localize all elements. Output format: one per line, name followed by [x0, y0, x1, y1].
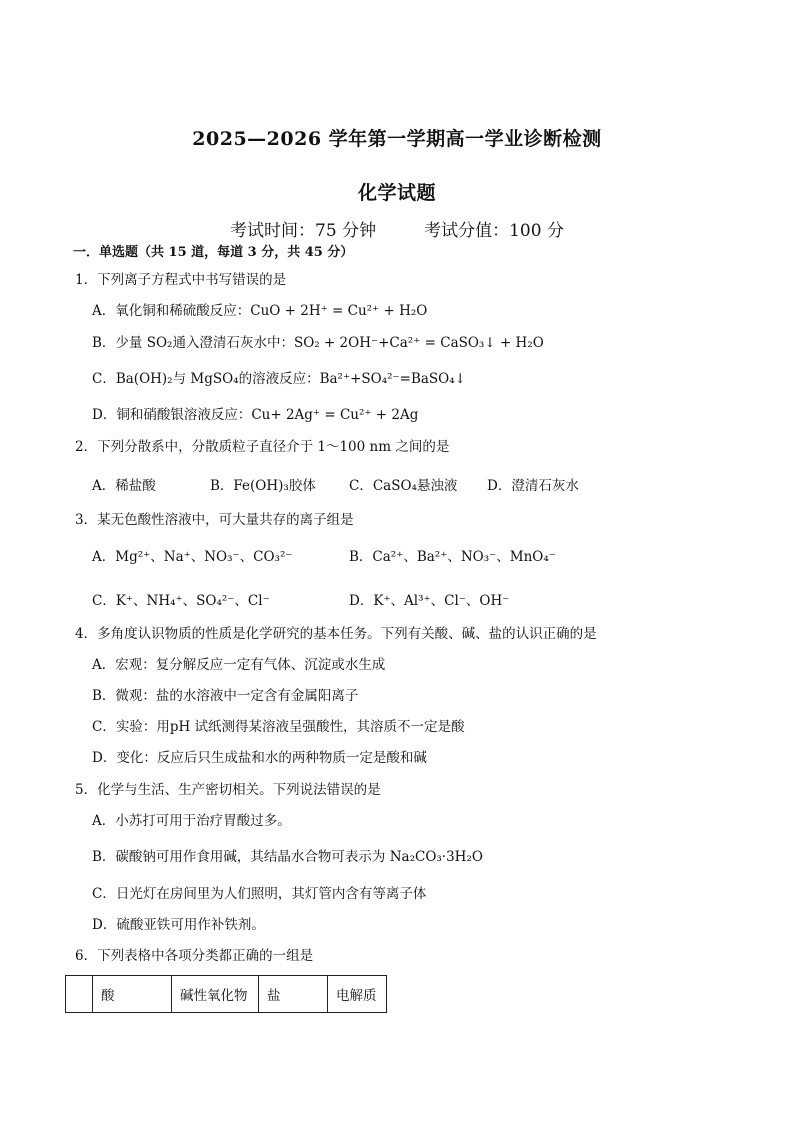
q2-option-d: D．澄清石灰水 — [487, 478, 579, 494]
q1-option-d: D．铜和硝酸银溶液反应：Cu+ 2Ag⁺ = Cu²⁺ + 2Ag — [92, 407, 419, 423]
q2-option-a: A．稀盐酸 — [92, 478, 156, 494]
q5-option-d: D．硫酸亚铁可用作补铁剂。 — [92, 917, 265, 933]
q2-option-c: C．CaSO₄悬浊液 — [349, 478, 458, 494]
q3-option-c: C．K⁺、NH₄⁺、SO₄²⁻、Cl⁻ — [92, 593, 270, 609]
subject-title: 化学试题 — [357, 182, 436, 204]
q1-option-b: B．少量 SO₂通入澄清石灰水中：SO₂ + 2OH⁻+Ca²⁺ = CaSO₃↓ + H₂O — [92, 335, 544, 351]
q4-option-d: D．变化：反应后只生成盐和水的两种物质一定是酸和碱 — [92, 750, 427, 766]
q1-option-c: C．Ba(OH)₂与 MgSO₄的溶液反应：Ba²⁺+SO₄²⁻=BaSO₄↓ — [92, 371, 466, 387]
exam-title: 2025—2026 学年第一学期高一学业诊断检测 — [192, 128, 602, 150]
exam-meta — [0, 216, 794, 241]
q5-option-a: A．小苏打可用于治疗胃酸过多。 — [92, 813, 291, 829]
q6-stem: 6．下列表格中各项分类都正确的一组是 — [75, 948, 314, 964]
q4-option-c: C．实验：用pH 试纸测得某溶液呈强酸性，其溶质不一定是酸 — [92, 719, 465, 735]
q3-stem: 3．某无色酸性溶液中，可大量共存的离子组是 — [75, 512, 354, 528]
q3-option-b: B．Ca²⁺、Ba²⁺、NO₃⁻、MnO₄⁻ — [349, 549, 556, 565]
table-header-cell — [66, 976, 93, 1013]
q3-option-a: A．Mg²⁺、Na⁺、NO₃⁻、CO₃²⁻ — [92, 549, 293, 565]
q4-option-b: B．微观：盐的水溶液中一定含有金属阳离子 — [92, 688, 359, 704]
q4-option-a: A．宏观：复分解反应一定有气体、沉淀或水生成 — [92, 657, 386, 673]
table-header-cell: 酸 — [93, 976, 172, 1013]
q2-option-b: B．Fe(OH)₃胶体 — [210, 478, 316, 494]
table-header-cell: 盐 — [259, 976, 328, 1013]
q3-option-d: D．K⁺、Al³⁺、Cl⁻、OH⁻ — [349, 593, 510, 609]
table-header-row — [66, 976, 387, 1013]
classification-table — [65, 975, 387, 1013]
q5-stem: 5．化学与生活、生产密切相关。下列说法错误的是 — [75, 782, 381, 798]
q4-stem: 4．多角度认识物质的性质是化学研究的基本任务。下列有关酸、碱、盐的认识正确的是 — [75, 626, 597, 642]
q5-option-c: C．日光灯在房间里为人们照明，其灯管内含有等离子体 — [92, 886, 427, 902]
table-header-cell: 电解质 — [328, 976, 387, 1013]
q1-option-a: A．氧化铜和稀硫酸反应：CuO + 2H⁺ = Cu²⁺ + H₂O — [92, 303, 428, 319]
q1-stem: 1．下列离子方程式中书写错误的是 — [75, 272, 287, 288]
table-header-cell: 碱性氧化物 — [172, 976, 259, 1013]
exam-score: 考试分值：100 分 — [424, 221, 564, 241]
q5-option-b: B．碳酸钠可用作食用碱，其结晶水合物可表示为 Na₂CO₃·3H₂O — [92, 849, 483, 865]
exam-time: 考试时间：75 分钟 — [230, 221, 377, 241]
q2-stem: 2．下列分散系中，分散质粒子直径介于 1～100 nm 之间的是 — [75, 439, 450, 455]
section-heading: 一．单选题（共 15 道，每道 3 分，共 45 分） — [73, 245, 354, 260]
